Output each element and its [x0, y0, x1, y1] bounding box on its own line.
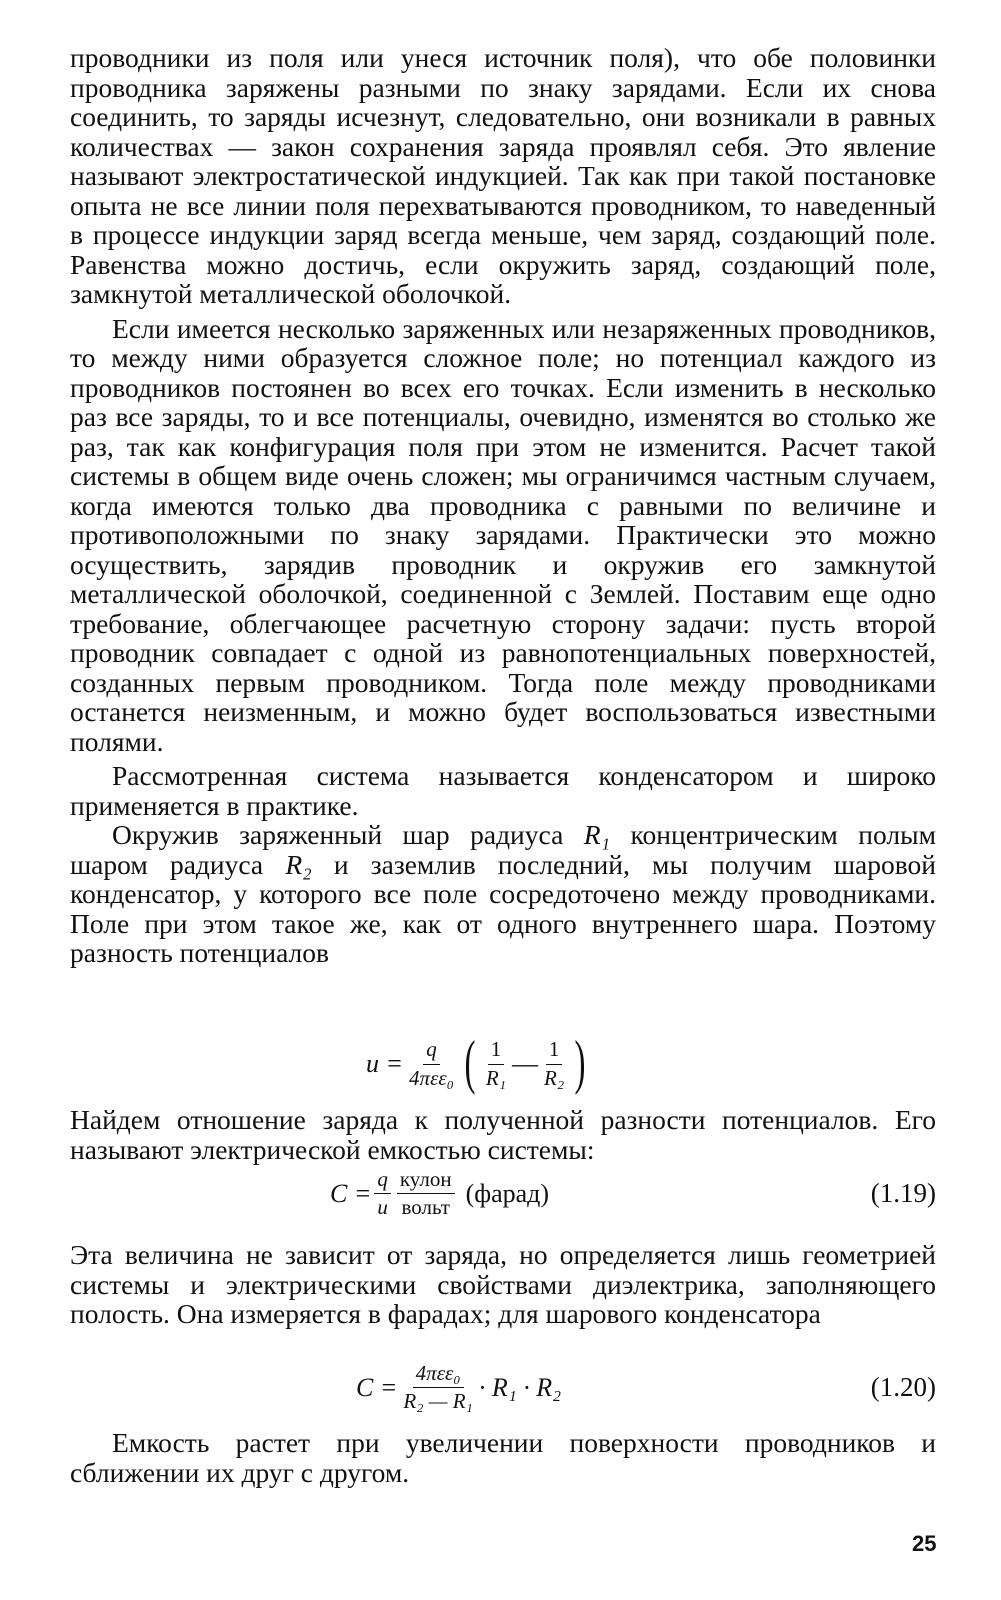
minus-sign: — [512, 1049, 539, 1078]
denominator: R₂ — R₁ [403, 1389, 473, 1414]
numerator: q [423, 1038, 440, 1064]
text-fragment: и заземлив последний, мы получим шаровой конденсатор, у которого все поле сосредоточено между проводниками. Поле при этом такое же, как от одного внутреннего шара. Поэтому разность потенциалов [70, 848, 936, 968]
text-upper [70, 43, 936, 968]
equation-number: (1.19) [870, 1178, 936, 1208]
paragraph-capacitance: Найдем отношение заряда к полученной разности потенциалов. Его называют электрической емкостью системы: [70, 1104, 936, 1165]
text-fragment: концентрическим полым шаром радиуса [70, 819, 936, 880]
fraction-q-over-u [374, 1168, 391, 1219]
denominator: вольт [401, 1195, 450, 1220]
equation-number: (1.20) [870, 1372, 936, 1402]
numerator: 4πεε₀ [413, 1362, 464, 1388]
formula-rhs: · R₁ · R₂ [478, 1372, 562, 1402]
denominator: 4πεε₀ [409, 1065, 454, 1090]
text-capacitance-intro [70, 1105, 936, 1164]
denominator: R₂ [544, 1065, 565, 1090]
numerator: 1 [488, 1038, 505, 1064]
paragraph-spherical-capacitor [70, 820, 936, 968]
fraction-units [397, 1168, 455, 1219]
symbol-r1: R₁ [583, 819, 611, 850]
formula-lhs: u = [366, 1049, 404, 1078]
paragraph-capacitor-definition: Рассмотренная система называется конденсатором и широко применяется в практике. [70, 760, 936, 821]
text-fragment: Окружив заряженный шар радиуса [112, 819, 584, 850]
paragraph-induction: проводники из поля или унеся источник поля), что обе половинки проводника заряжены разными по знаку зарядами. Если их снова соединить, то заряды исчезнут, следовательно, они возникали в равных количествах — закон сохранения заряда проявлял себя. Это явление называют электростатической индукцией. Так как при такой постановке опыта не все линии поля перехватываются проводником, то наведенный в процессе индукции заряд всегда меньше, чем заряд, создающий поле. Равенства можно достичь, если окружить заряд, создающий поле, замкнутой металлической оболочкой. [70, 42, 936, 309]
formula-lhs: C = [330, 1178, 372, 1208]
paragraph-conclusion: Емкость растет при увеличении поверхности проводников и сближении их друг с другом. [70, 1427, 936, 1488]
denominator: R₁ [485, 1065, 507, 1090]
paragraph-geometry: Эта величина не зависит от заряда, но определяется лишь геометрией системы и электрическими свойствами диэлектрика, заполняющего полость. Она измеряется в фарадах; для шарового конденсатора [70, 1239, 936, 1329]
numerator: q [374, 1168, 391, 1194]
fraction-inverse-r2 [541, 1038, 567, 1089]
right-paren: ) [574, 1029, 586, 1095]
symbol-r2: R₂ [285, 848, 312, 880]
fraction-inverse-r1 [483, 1038, 509, 1089]
fraction [406, 1038, 457, 1089]
numerator: 1 [546, 1038, 563, 1064]
formula-potential-difference [70, 1029, 936, 1102]
text-capacitance-props [70, 1240, 936, 1329]
formula-lhs: C = [356, 1372, 398, 1402]
numerator: кулон [397, 1168, 455, 1194]
unit-name: (фарад) [465, 1178, 550, 1208]
page-number: 25 [912, 1531, 937, 1556]
formula-1-19 [70, 1166, 936, 1226]
fraction-capacitance [400, 1362, 475, 1413]
formula-1-20 [70, 1360, 936, 1422]
paragraph-conductors: Если имеется несколько заряженных или незаряженных проводников, то между ними образуется сложное поле; но потенциал каждого из проводников постоянен во всех его точках. Если изменить в несколько раз все заряды, то и все потенциалы, очевидно, изменятся во столько же раз, так как конфигурация поля при этом не изменится. Расчет такой системы в общем виде очень сложен; мы ограничимся частным случаем, когда имеются только два проводника с равными по величине и противоположными по знаку зарядами. Практически это можно осуществить, зарядив проводник и окружив его замкнутой металлической оболочкой, соединенной с Землей. Поставим еще одно требование, облегчающее расчетную сторону задачи: пусть второй проводник совпадает с одной из равнопотенциальных поверхностей, созданных первым проводником. Тогда поле между проводниками останется неизменным, и можно будет воспользоваться известными полями. [70, 312, 936, 757]
left-paren: ( [464, 1029, 476, 1095]
text-conclusion [70, 1428, 936, 1487]
denominator: u [377, 1195, 388, 1220]
